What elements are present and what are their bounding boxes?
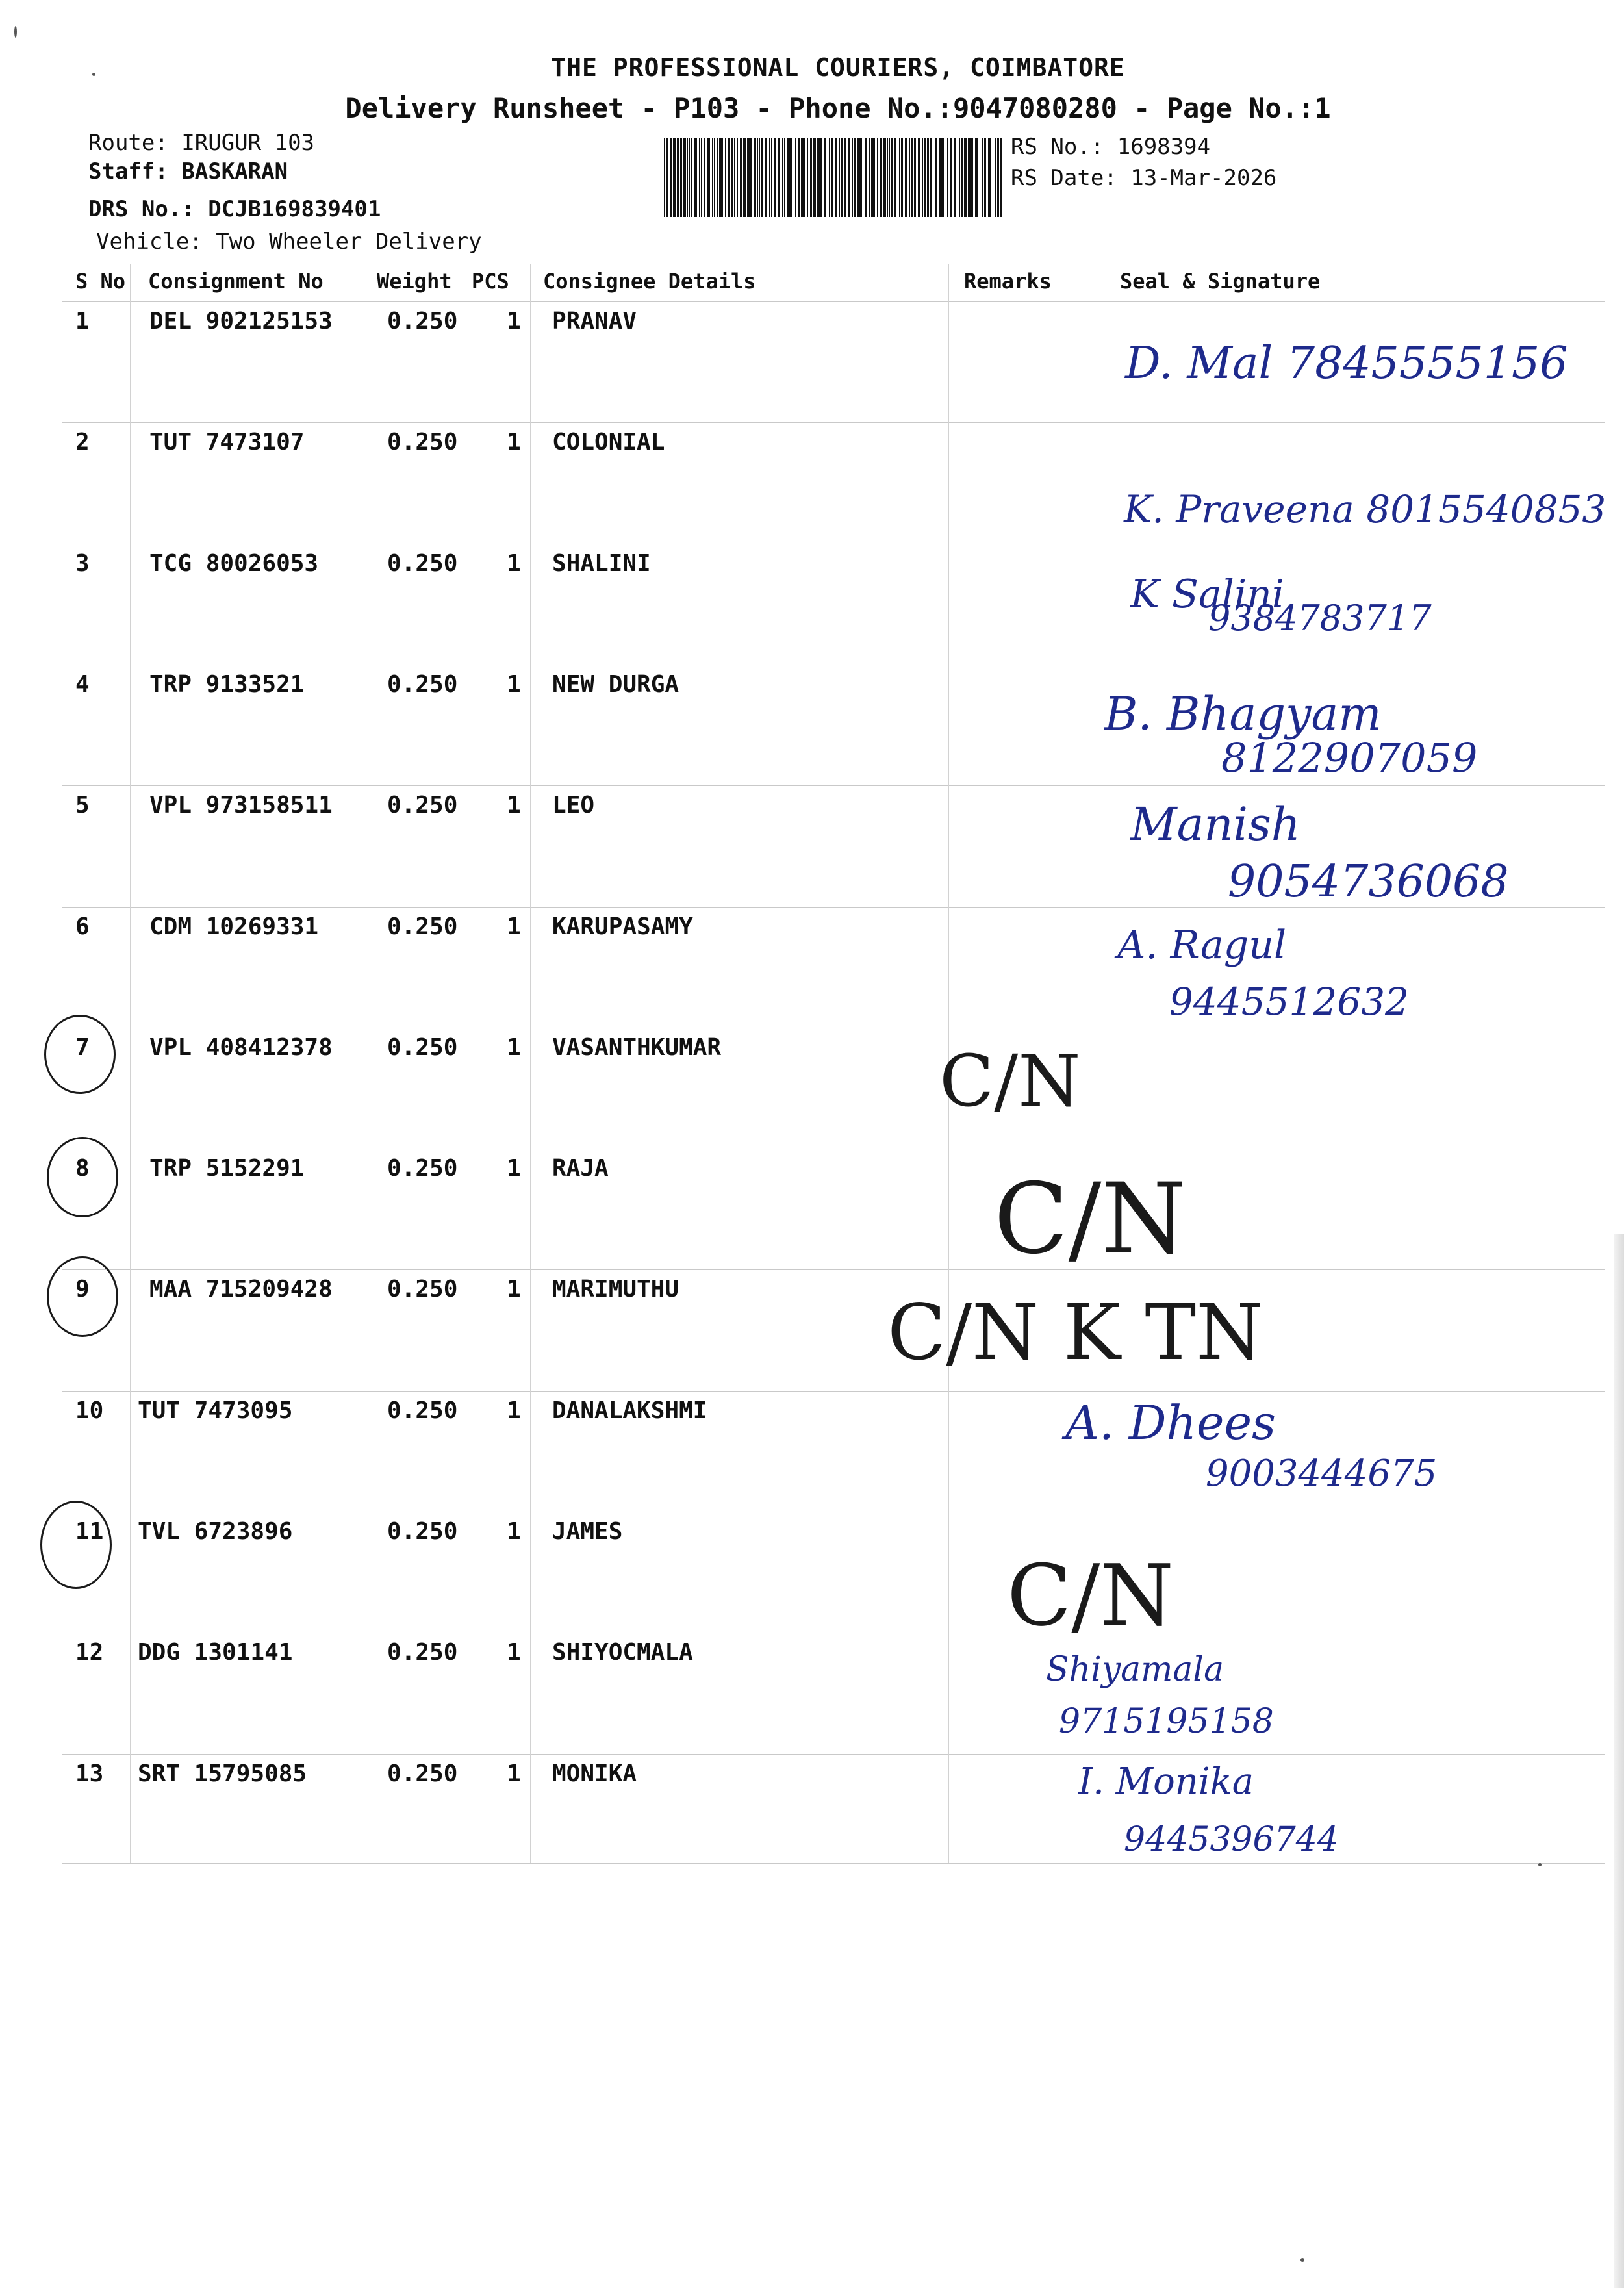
barcode-bar bbox=[725, 138, 726, 217]
signature-row13-name: I. Monika bbox=[1078, 1760, 1254, 1803]
barcode-bar bbox=[871, 138, 874, 217]
staff-line bbox=[88, 159, 288, 184]
barcode-bar bbox=[865, 138, 867, 217]
cell-consignee: PRANAV bbox=[552, 308, 637, 335]
barcode-bar bbox=[971, 138, 973, 217]
barcode-bar bbox=[750, 138, 752, 217]
barcode-bar bbox=[687, 138, 688, 217]
barcode-bar bbox=[717, 138, 718, 217]
row-rule bbox=[62, 785, 1605, 786]
cell-consignment-no: MAA 715209428 bbox=[149, 1276, 333, 1303]
cell-pcs: 1 bbox=[507, 550, 521, 577]
scan-speck bbox=[1300, 2258, 1304, 2262]
col-divider bbox=[530, 264, 531, 1863]
signature-row12-phone: 9715195158 bbox=[1059, 1702, 1274, 1741]
barcode-bar bbox=[918, 138, 920, 217]
barcode-bar bbox=[774, 138, 776, 217]
scan-speck bbox=[92, 73, 95, 76]
cell-sno: 3 bbox=[75, 550, 90, 577]
barcode-bar bbox=[988, 138, 991, 217]
remark-row9: C/N K TN bbox=[887, 1288, 1263, 1377]
barcode-bar bbox=[737, 138, 738, 217]
cell-pcs: 1 bbox=[507, 429, 521, 455]
route-label: Route: bbox=[88, 130, 168, 156]
route-value: IRUGUR 103 bbox=[181, 130, 315, 156]
cell-consignee: RAJA bbox=[552, 1155, 609, 1182]
barcode-bar bbox=[950, 138, 952, 217]
remark-row11: C/N bbox=[1007, 1546, 1174, 1645]
cell-consignee: MARIMUTHU bbox=[552, 1276, 679, 1303]
barcode-bar bbox=[964, 138, 967, 217]
signature-row3-phone: 9384783717 bbox=[1208, 598, 1432, 639]
barcode-bar bbox=[852, 138, 853, 217]
barcode-bar bbox=[887, 138, 888, 217]
cell-pcs: 1 bbox=[507, 792, 521, 819]
barcode-bar bbox=[927, 138, 929, 217]
barcode-bar bbox=[877, 138, 878, 217]
cell-weight: 0.250 bbox=[387, 1397, 458, 1424]
barcode-bar bbox=[975, 138, 978, 217]
barcode-bar bbox=[769, 138, 770, 217]
col-header-consignment: Consignment No bbox=[148, 269, 324, 294]
barcode-bar bbox=[899, 138, 900, 217]
circle-mark bbox=[47, 1256, 118, 1337]
barcode-bar bbox=[859, 138, 862, 217]
cell-sno: 1 bbox=[75, 308, 90, 335]
cell-consignee: VASANTHKUMAR bbox=[552, 1034, 722, 1061]
barcode-bar bbox=[712, 138, 713, 217]
cell-consignee: MONIKA bbox=[552, 1760, 637, 1787]
barcode-bar bbox=[839, 138, 840, 217]
circle-mark bbox=[47, 1137, 118, 1217]
barcode-bar bbox=[829, 138, 830, 217]
signature-row10-phone: 9003444675 bbox=[1206, 1453, 1438, 1495]
barcode-bar bbox=[683, 138, 686, 217]
table-bottom-rule bbox=[62, 1863, 1605, 1864]
barcode-bar bbox=[880, 138, 882, 217]
cell-consignee: JAMES bbox=[552, 1518, 623, 1545]
cell-sno: 12 bbox=[75, 1639, 104, 1666]
cell-consignee: NEW DURGA bbox=[552, 671, 679, 698]
cell-sno: 8 bbox=[75, 1155, 90, 1182]
barcode-bar bbox=[757, 138, 758, 217]
cell-pcs: 1 bbox=[507, 1639, 521, 1666]
barcode-bar bbox=[995, 138, 996, 217]
cell-sno: 9 bbox=[75, 1276, 90, 1303]
barcode-bar bbox=[961, 138, 963, 217]
barcode-bar bbox=[835, 138, 837, 217]
barcode-bar bbox=[765, 138, 767, 217]
rs-date: RS Date: 13-Mar-2026 bbox=[1011, 165, 1277, 191]
cell-consignee: SHIYOCMALA bbox=[552, 1639, 693, 1666]
barcode-bar bbox=[959, 138, 960, 217]
remark-row8: C/N bbox=[994, 1163, 1187, 1276]
barcode-bar bbox=[941, 138, 944, 217]
row-rule bbox=[62, 1754, 1605, 1755]
signature-row13-phone: 9445396744 bbox=[1124, 1820, 1339, 1859]
cell-consignment-no: DEL 902125153 bbox=[149, 308, 333, 335]
barcode-bar bbox=[1000, 138, 1002, 217]
cell-consignment-no: TRP 9133521 bbox=[149, 671, 305, 698]
cell-consignment-no: TVL 6723896 bbox=[138, 1518, 293, 1545]
barcode-bar bbox=[857, 138, 859, 217]
cell-sno: 10 bbox=[75, 1397, 104, 1424]
barcode-bar bbox=[914, 138, 916, 217]
cell-pcs: 1 bbox=[507, 1034, 521, 1061]
barcode-bar bbox=[778, 138, 780, 217]
cell-weight: 0.250 bbox=[387, 1276, 458, 1303]
company-title: THE PROFESSIONAL COURIERS, COIMBATORE bbox=[551, 53, 1125, 82]
barcode-bar bbox=[901, 138, 903, 217]
cell-consignment-no: TCG 80026053 bbox=[149, 550, 319, 577]
cell-consignment-no: TRP 5152291 bbox=[149, 1155, 305, 1182]
barcode-bar bbox=[922, 138, 923, 217]
barcode-bar bbox=[748, 138, 750, 217]
barcode-bar bbox=[905, 138, 907, 217]
cell-weight: 0.250 bbox=[387, 1639, 458, 1666]
barcode-bar bbox=[817, 138, 818, 217]
col-divider bbox=[130, 264, 131, 1863]
barcode-bar bbox=[869, 138, 870, 217]
barcode-bar bbox=[818, 138, 820, 217]
cell-sno: 6 bbox=[75, 913, 90, 940]
cell-weight: 0.250 bbox=[387, 1760, 458, 1787]
cell-weight: 0.250 bbox=[387, 550, 458, 577]
barcode-bar bbox=[804, 138, 805, 217]
cell-consignee: COLONIAL bbox=[552, 429, 665, 455]
cell-pcs: 1 bbox=[507, 1155, 521, 1182]
cell-consignment-no: DDG 1301141 bbox=[138, 1639, 293, 1666]
cell-weight: 0.250 bbox=[387, 1518, 458, 1545]
route-line bbox=[88, 130, 314, 156]
cell-weight: 0.250 bbox=[387, 1155, 458, 1182]
drs-line bbox=[88, 196, 381, 222]
barcode-bar bbox=[664, 138, 665, 217]
cell-consignee: DANALAKSHMI bbox=[552, 1397, 707, 1424]
barcode-bar bbox=[747, 138, 748, 217]
barcode-bar bbox=[939, 138, 941, 217]
remark-row7: C/N bbox=[939, 1039, 1081, 1123]
barcode-bar bbox=[761, 138, 763, 217]
barcode-bar bbox=[743, 138, 746, 217]
barcode-bar bbox=[810, 138, 812, 217]
signature-row10-name: A. Dhees bbox=[1065, 1395, 1276, 1450]
barcode-bar bbox=[984, 138, 986, 217]
cell-sno: 2 bbox=[75, 429, 90, 455]
cell-sno: 5 bbox=[75, 792, 90, 819]
cell-weight: 0.250 bbox=[387, 671, 458, 698]
cell-weight: 0.250 bbox=[387, 429, 458, 455]
barcode-bar bbox=[714, 138, 715, 217]
barcode-bar bbox=[891, 138, 893, 217]
barcode-bar bbox=[666, 138, 668, 217]
cell-consignee: KARUPASAMY bbox=[552, 913, 693, 940]
staff-value: BASKARAN bbox=[181, 159, 288, 184]
signature-row1: D. Mal 7845555156 bbox=[1125, 338, 1568, 389]
signature-row4-phone: 8122907059 bbox=[1221, 734, 1478, 782]
barcode-bar bbox=[909, 138, 910, 217]
barcode-bar bbox=[719, 138, 722, 217]
signature-row6-phone: 9445512632 bbox=[1169, 980, 1410, 1024]
scan-edge-shadow bbox=[1614, 1234, 1624, 2288]
barcode-bar bbox=[689, 138, 690, 217]
cell-sno: 11 bbox=[75, 1518, 104, 1545]
col-header-consignee: Consignee Details bbox=[543, 269, 756, 294]
row-rule bbox=[62, 1269, 1605, 1270]
barcode-bar bbox=[889, 138, 890, 217]
cell-weight: 0.250 bbox=[387, 1034, 458, 1061]
signature-row4-name: B. Bhagyam bbox=[1104, 687, 1382, 741]
barcode-bar bbox=[997, 138, 999, 217]
signature-row5-name: Manish bbox=[1130, 798, 1300, 851]
cell-pcs: 1 bbox=[507, 1518, 521, 1545]
col-header-signature: Seal & Signature bbox=[1120, 269, 1321, 294]
row-rule bbox=[62, 1391, 1605, 1392]
barcode-bar bbox=[848, 138, 850, 217]
scan-speck bbox=[14, 26, 17, 38]
row-rule bbox=[62, 422, 1605, 423]
cell-pcs: 1 bbox=[507, 308, 521, 335]
runsheet-title: Delivery Runsheet - P103 - Phone No.:9047080280 - Page No.:1 bbox=[345, 92, 1331, 124]
barcode-bar bbox=[807, 138, 808, 217]
barcode-bar bbox=[795, 138, 796, 217]
circle-mark bbox=[40, 1501, 112, 1589]
barcode-bar bbox=[883, 138, 886, 217]
barcode-bar bbox=[894, 138, 896, 217]
barcode-bar bbox=[982, 138, 983, 217]
cell-weight: 0.250 bbox=[387, 913, 458, 940]
barcode-bar bbox=[930, 138, 932, 217]
barcode-bar bbox=[968, 138, 969, 217]
vehicle-line: Vehicle: Two Wheeler Delivery bbox=[96, 229, 482, 255]
barcode-bar bbox=[924, 138, 926, 217]
barcode-bar bbox=[704, 138, 705, 217]
barcode-bar bbox=[771, 138, 772, 217]
barcode-bar bbox=[954, 138, 956, 217]
barcode-bar bbox=[707, 138, 710, 217]
barcode-bar bbox=[784, 138, 785, 217]
barcode-bar bbox=[694, 138, 697, 217]
cell-consignment-no: SRT 15795085 bbox=[138, 1760, 307, 1787]
cell-pcs: 1 bbox=[507, 671, 521, 698]
barcode-bar bbox=[691, 138, 692, 217]
barcode-bar bbox=[789, 138, 792, 217]
barcode-bar bbox=[820, 138, 822, 217]
scan-speck bbox=[1538, 1863, 1542, 1866]
barcode-bar bbox=[874, 138, 875, 217]
barcode-bar bbox=[670, 138, 672, 217]
barcode-bar bbox=[699, 138, 700, 217]
barcode-bar bbox=[740, 138, 742, 217]
barcode-bar bbox=[824, 138, 826, 217]
cell-sno: 7 bbox=[75, 1034, 90, 1061]
barcode-bar bbox=[782, 138, 783, 217]
barcode-image bbox=[664, 138, 1006, 217]
barcode-bar bbox=[947, 138, 948, 217]
cell-pcs: 1 bbox=[507, 913, 521, 940]
cell-pcs: 1 bbox=[507, 1397, 521, 1424]
cell-consignment-no: CDM 10269331 bbox=[149, 913, 319, 940]
cell-pcs: 1 bbox=[507, 1760, 521, 1787]
barcode-bar bbox=[813, 138, 816, 217]
cell-consignment-no: VPL 408412378 bbox=[149, 1034, 333, 1061]
cell-consignee: LEO bbox=[552, 792, 595, 819]
barcode-bar bbox=[854, 138, 856, 217]
cell-pcs: 1 bbox=[507, 1276, 521, 1303]
barcode-bar bbox=[678, 138, 679, 217]
barcode-bar bbox=[841, 138, 843, 217]
col-header-weight: Weight bbox=[377, 269, 452, 294]
barcode-bar bbox=[935, 138, 937, 217]
barcode-bar bbox=[787, 138, 789, 217]
barcode-bar bbox=[677, 138, 678, 217]
drs-value: DCJB169839401 bbox=[208, 196, 381, 222]
staff-label: Staff: bbox=[88, 159, 168, 184]
barcode-bar bbox=[801, 138, 804, 217]
barcode-bar bbox=[969, 138, 971, 217]
signature-row5-phone: 9054736068 bbox=[1228, 856, 1509, 908]
cell-consignment-no: VPL 973158511 bbox=[149, 792, 333, 819]
circle-mark bbox=[44, 1015, 116, 1094]
rs-number: RS No.: 1698394 bbox=[1011, 134, 1211, 160]
barcode-bar bbox=[831, 138, 833, 217]
barcode-bar bbox=[728, 138, 730, 217]
barcode-bar bbox=[731, 138, 733, 217]
signature-row2: K. Praveena 8015540853 bbox=[1124, 487, 1606, 531]
barcode-bar bbox=[798, 138, 800, 217]
barcode-bar bbox=[844, 138, 846, 217]
signature-row6-name: A. Ragul bbox=[1117, 922, 1287, 968]
barcode-bar bbox=[701, 138, 702, 217]
barcode-bar bbox=[734, 138, 735, 217]
cell-weight: 0.250 bbox=[387, 792, 458, 819]
signature-row3-name: K Salini bbox=[1130, 572, 1284, 617]
signature-row12-name: Shiyamala bbox=[1046, 1650, 1224, 1689]
cell-sno: 4 bbox=[75, 671, 90, 698]
cell-consignee: SHALINI bbox=[552, 550, 651, 577]
barcode-bar bbox=[754, 138, 756, 217]
cell-consignment-no: TUT 7473095 bbox=[138, 1397, 293, 1424]
col-header-pcs: PCS bbox=[472, 269, 509, 294]
header-rule bbox=[62, 301, 1605, 302]
barcode-bar bbox=[722, 138, 723, 217]
cell-consignment-no: TUT 7473107 bbox=[149, 429, 305, 455]
cell-weight: 0.250 bbox=[387, 308, 458, 335]
barcode-bar bbox=[680, 138, 682, 217]
drs-label: DRS No.: bbox=[88, 196, 195, 222]
cell-sno: 13 bbox=[75, 1760, 104, 1787]
col-header-sno: S No bbox=[75, 269, 126, 294]
col-header-remarks: Remarks bbox=[964, 269, 1052, 294]
barcode-bar bbox=[911, 138, 913, 217]
barcode-bar bbox=[759, 138, 760, 217]
barcode-bar bbox=[673, 138, 676, 217]
